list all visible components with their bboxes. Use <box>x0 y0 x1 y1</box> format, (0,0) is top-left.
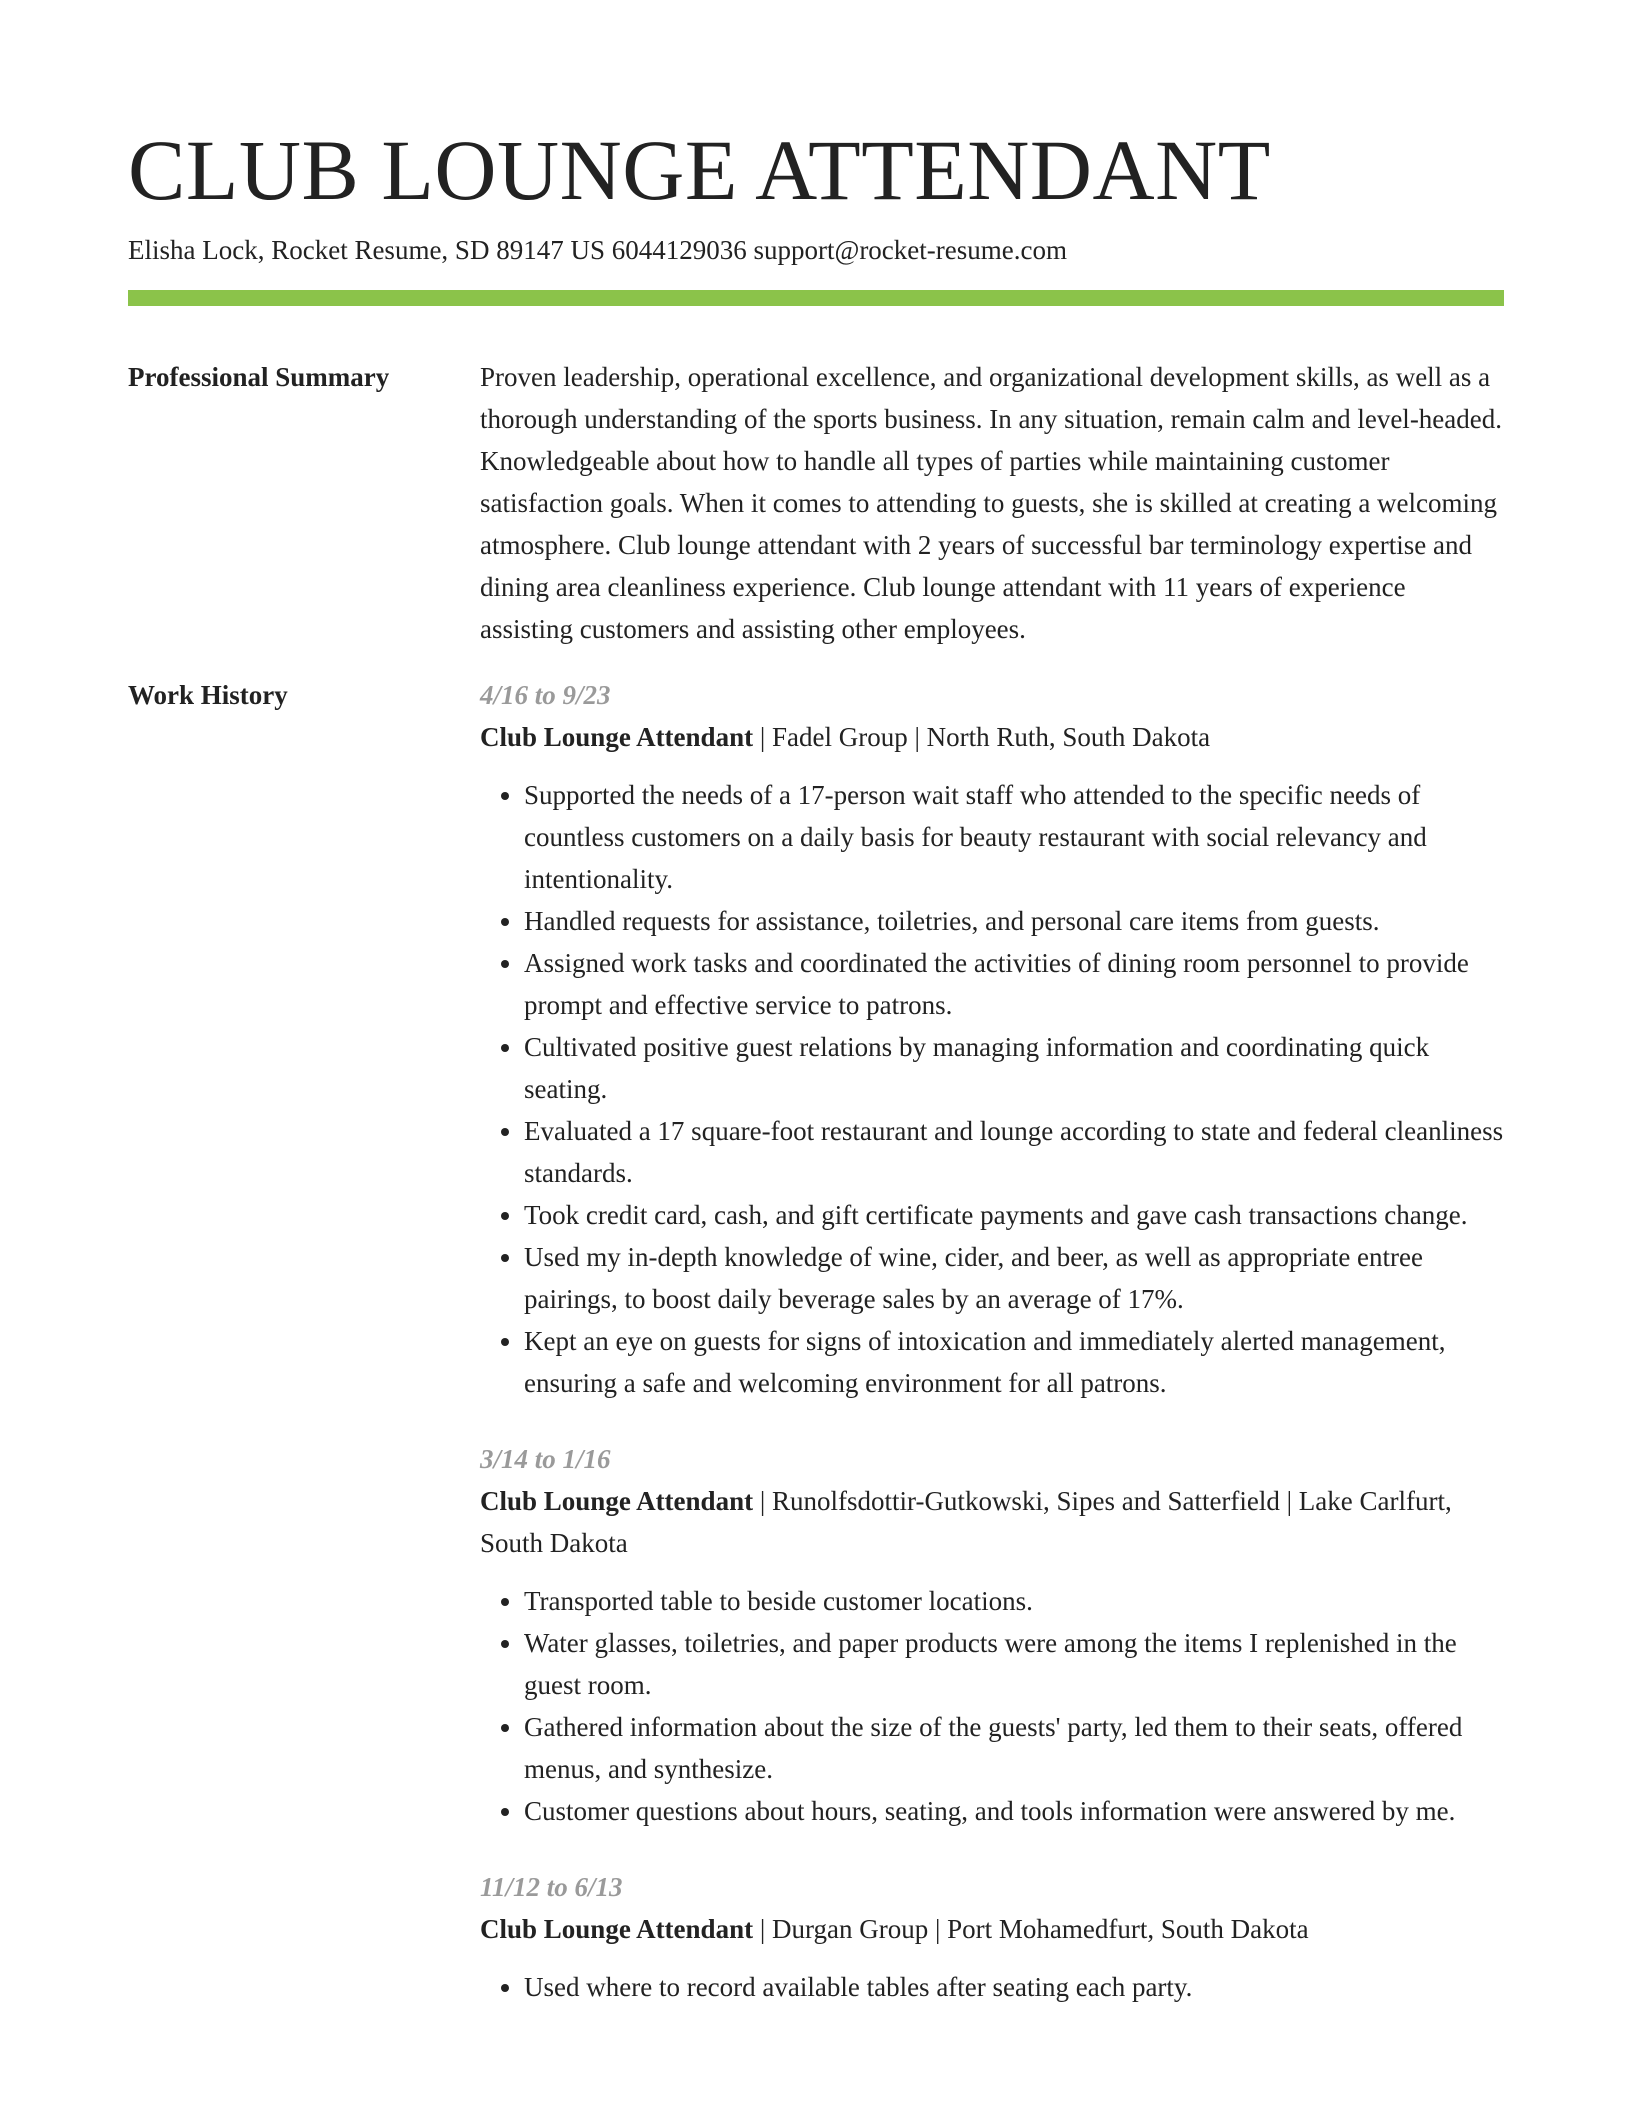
summary-text: Proven leadership, operational excellence, and organizational development skills, as well as a thorough understanding of the sports business. In any situation, remain calm and level-headed. Knowledgeable about how to handle all types of parties while maintaining customer satisfaction goals. When it comes to attending to guests, she is skilled at creating a welcoming atmosphere. Club lounge attendant with 2 years of successful bar terminology expertise and dining area cleanliness experience. Club lounge attendant with 11 years of experience assisting customers and assisting other employees. <box>480 362 1503 644</box>
section-label-work-history: Work History <box>128 680 288 710</box>
job-title-line <box>480 1480 1504 1564</box>
job-title: Club Lounge Attendant <box>480 722 754 752</box>
job-bullets <box>480 1580 1504 1832</box>
job-title-line <box>480 1908 1504 1950</box>
job-bullet: • Handled requests for assistance, toiletries, and personal care items from guests. <box>524 900 1504 942</box>
job-bullet: • Customer questions about hours, seating, and tools information were answered by me. <box>524 1790 1504 1832</box>
work-history-section <box>128 674 1504 2042</box>
job-bullet: • Cultivated positive guest relations by managing information and coordinating quick seating. <box>524 1026 1504 1110</box>
job-bullet: • Evaluated a 17 square-foot restaurant and lounge according to state and federal cleanliness standards. <box>524 1110 1504 1194</box>
job-entry <box>480 674 1504 1404</box>
accent-divider <box>128 290 1504 306</box>
job-bullet: • Took credit card, cash, and gift certificate payments and gave cash transactions change. <box>524 1194 1504 1236</box>
job-bullet: • Supported the needs of a 17-person wait staff who attended to the specific needs of countless customers on a daily basis for beauty restaurant with social relevancy and intentionality. <box>524 774 1504 900</box>
job-title-line <box>480 716 1504 758</box>
job-bullets <box>480 774 1504 1404</box>
contact-line: Elisha Lock, Rocket Resume, SD 89147 US 6044129036 support@rocket-resume.com <box>128 235 1067 265</box>
resume-page <box>128 0 1504 2042</box>
summary-body <box>480 356 1504 650</box>
job-dates: 11/12 to 6/13 <box>480 1872 623 1902</box>
job-bullet: • Gathered information about the size of the guests' party, led them to their seats, offered menus, and synthesize. <box>524 1706 1504 1790</box>
summary-section <box>128 356 1504 650</box>
job-title: Club Lounge Attendant <box>480 1914 754 1944</box>
job-details: | Runolfsdottir-Gutkowski, Sipes and Satterfield | Lake Carlfurt, South Dakota <box>480 1486 1452 1558</box>
job-bullets <box>480 1966 1504 2008</box>
job-details: | Fadel Group | North Ruth, South Dakota <box>753 722 1211 752</box>
job-bullet: • Water glasses, toiletries, and paper products were among the items I replenished in the guest room. <box>524 1622 1504 1706</box>
job-entry <box>480 1438 1504 1832</box>
job-bullet: • Assigned work tasks and coordinated the activities of dining room personnel to provide prompt and effective service to patrons. <box>524 942 1504 1026</box>
job-bullet: • Used where to record available tables after seating each party. <box>524 1966 1504 2008</box>
work-history-body <box>480 674 1504 2042</box>
section-label-summary: Professional Summary <box>128 362 390 392</box>
resume-title: CLUB LOUNGE ATTENDANT <box>128 122 1271 218</box>
job-dates: 3/14 to 1/16 <box>480 1444 611 1474</box>
job-title: Club Lounge Attendant <box>480 1486 754 1516</box>
job-bullet: • Transported table to beside customer locations. <box>524 1580 1504 1622</box>
job-bullet: • Used my in-depth knowledge of wine, cider, and beer, as well as appropriate entree pairings, to boost daily beverage sales by an average of 17%. <box>524 1236 1504 1320</box>
job-dates: 4/16 to 9/23 <box>480 680 611 710</box>
job-details: | Durgan Group | Port Mohamedfurt, South Dakota <box>753 1914 1309 1944</box>
job-bullet: • Kept an eye on guests for signs of intoxication and immediately alerted management, ensuring a safe and welcoming environment for all patrons. <box>524 1320 1504 1404</box>
job-entry <box>480 1866 1504 2008</box>
